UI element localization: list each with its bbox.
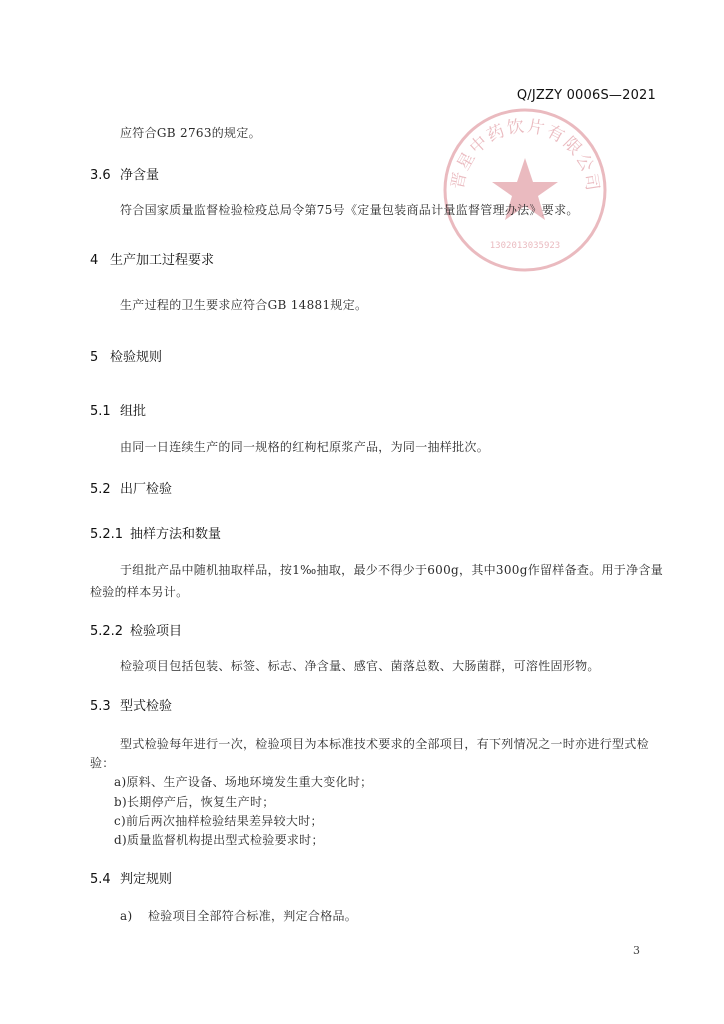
list-item: a)原料、生产设备、场地环境发生重大变化时；: [114, 775, 373, 789]
section-number: 5.4: [90, 872, 111, 887]
section-heading-5: [90, 346, 162, 365]
paragraph-pesticide: 应符合GB 2763的规定。: [120, 126, 261, 140]
section-heading-5-2-2: [90, 620, 182, 639]
list-item: b)长期停产后，恢复生产时；: [114, 795, 275, 809]
company-seal: [441, 106, 609, 274]
paragraph-production: 生产过程的卫生要求应符合GB 14881规定。: [120, 298, 368, 312]
seal-text: 晋星中药饮片有限公司: [447, 116, 603, 195]
page-number: 3: [633, 944, 640, 957]
section-number: 5.2: [90, 482, 111, 497]
list-item: d)质量监督机构提出型式检验要求时；: [114, 833, 324, 847]
section-title: 生产加工过程要求: [110, 253, 215, 268]
section-heading-5-2: [90, 478, 172, 497]
paragraph-net-content: 符合国家质量监督检验检疫总局令第75号《定量包装商品计量监督管理办法》要求。: [120, 203, 579, 217]
section-number: 3.6: [90, 168, 111, 183]
section-title: 型式检验: [120, 699, 173, 714]
section-number: 4: [90, 253, 99, 268]
list-item-text: 检验项目全部符合标准，判定合格品。: [148, 909, 358, 923]
section-heading-5-1: [90, 400, 146, 419]
document-code: Q/JZZY 0006S—2021: [516, 88, 656, 103]
paragraph-batch: 由同一日连续生产的同一规格的红枸杞原浆产品，为同一抽样批次。: [120, 440, 490, 454]
paragraph-inspection-items: 检验项目包括包装、标签、标志、净含量、感官、菌落总数、大肠菌群，可溶性固形物。: [120, 659, 600, 673]
section-title: 检验项目: [130, 624, 183, 639]
section-number: 5.2.2: [90, 624, 124, 639]
section-number: 5.1: [90, 404, 111, 419]
section-title: 出厂检验: [120, 482, 173, 497]
section-number: 5: [90, 350, 99, 365]
paragraph-sampling-line-1: 于组批产品中随机抽取样品，按1‰抽取，最少不得少于600g，其中300g作留样备查。用于净含量: [120, 563, 664, 577]
list-item-label: a): [120, 909, 133, 923]
list-item: c)前后两次抽样检验结果差异较大时；: [114, 814, 323, 828]
section-title: 组批: [120, 404, 147, 419]
paragraph-type-test-line-2: 验：: [90, 756, 115, 770]
section-number: 5.3: [90, 699, 111, 714]
seal-number: 1302013035923: [489, 241, 561, 251]
paragraph-type-test-line-1: 型式检验每年进行一次，检验项目为本标准技术要求的全部项目，有下列情况之一时亦进行型式检: [120, 737, 649, 751]
section-heading-4: [90, 249, 214, 268]
list-item: [120, 907, 357, 924]
section-number: 5.2.1: [90, 527, 124, 542]
section-title: 判定规则: [120, 872, 173, 887]
section-heading-5-2-1: [90, 523, 221, 542]
section-heading-5-3: [90, 695, 172, 714]
section-title: 抽样方法和数量: [130, 527, 222, 542]
section-title: 检验规则: [110, 350, 163, 365]
section-heading-5-4: [90, 868, 172, 887]
section-title: 净含量: [120, 168, 160, 183]
section-heading-3-6: [90, 164, 159, 183]
paragraph-sampling-line-2: 检验的样本另计。: [90, 585, 189, 599]
